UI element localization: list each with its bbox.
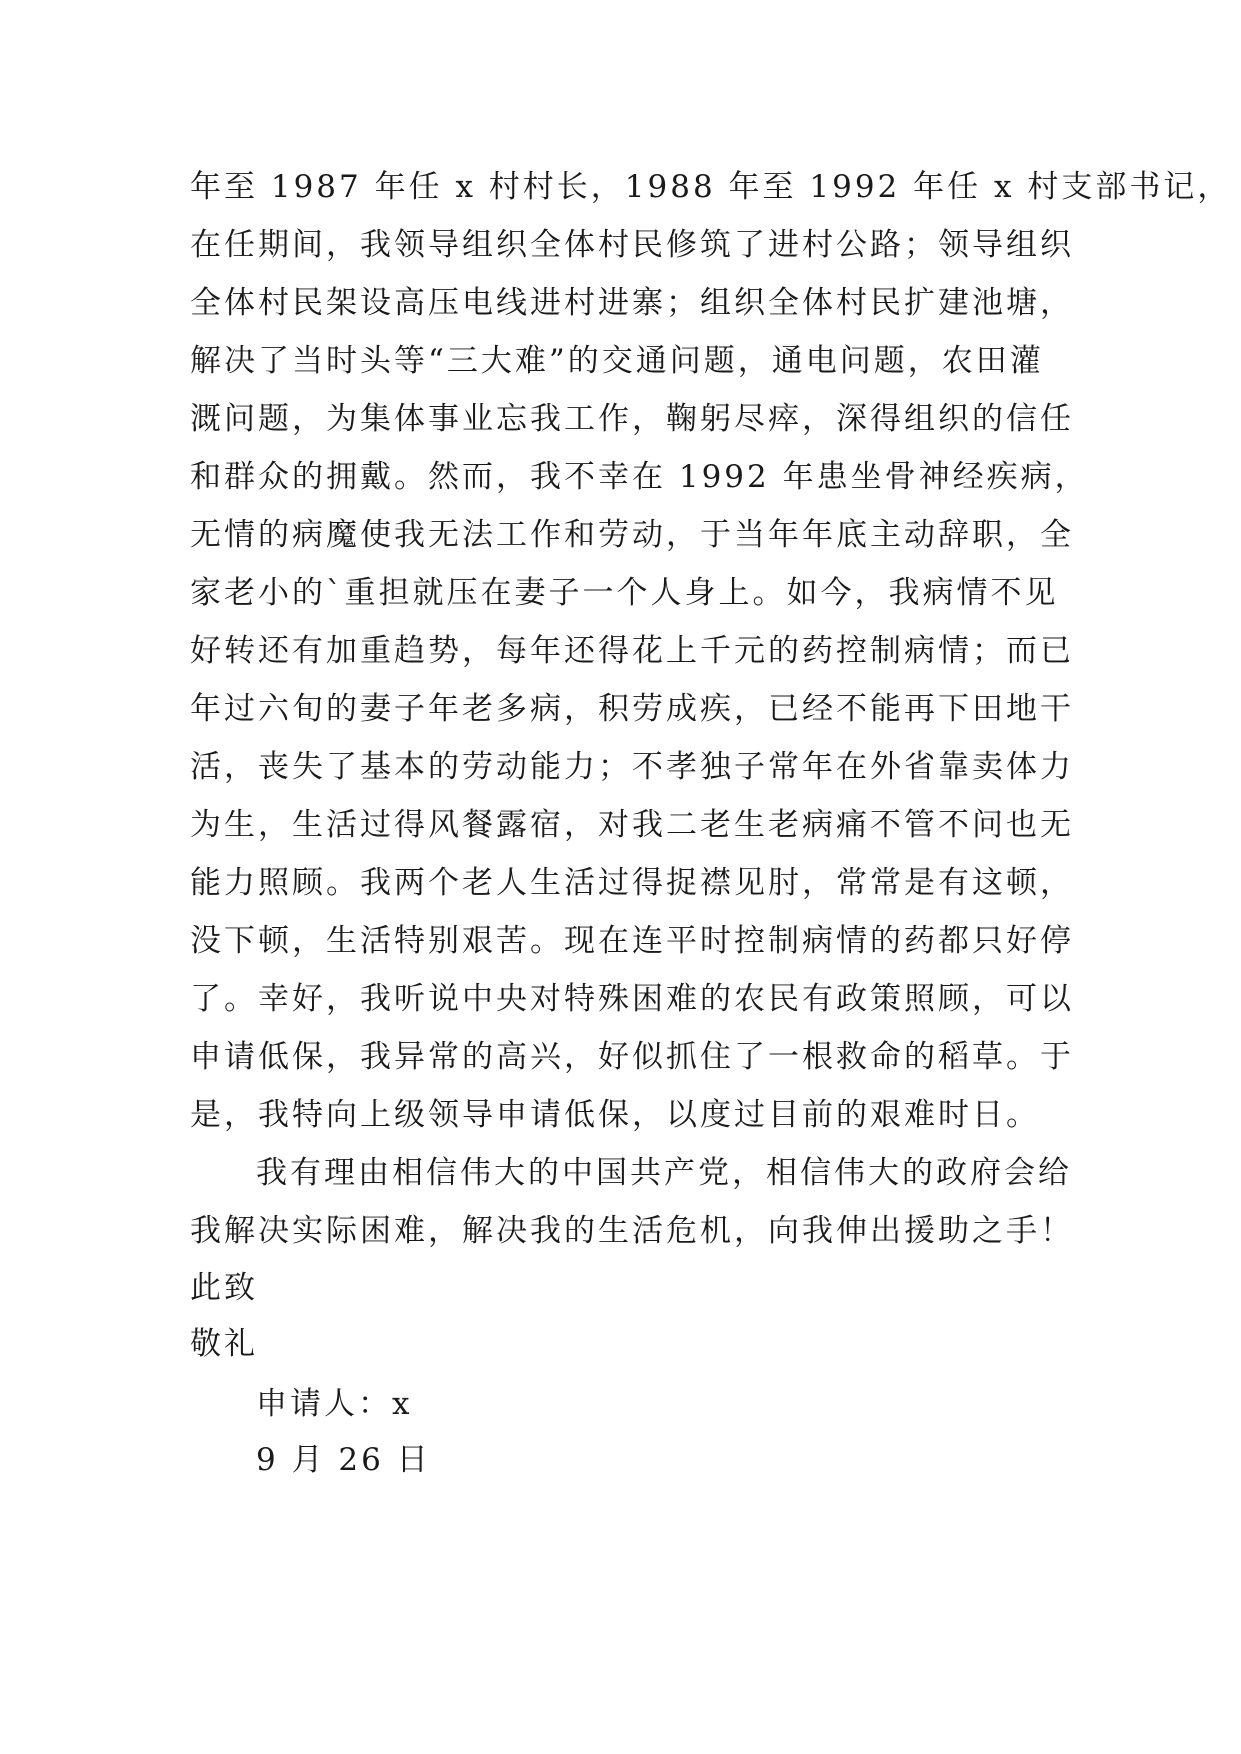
body-line: 全体村民架设高压电线进村进寨；组织全体村民扩建池塘， [190, 285, 1074, 321]
body-line: 申请低保，我异常的高兴，好似抓住了一根救命的稻草。于 [190, 1039, 1074, 1075]
body-line: 没下顿，生活特别艰苦。现在连平时控制病情的药都只好停 [190, 923, 1074, 959]
body-line: 溉问题，为集体事业忘我工作，鞠躬尽瘁，深得组织的信任 [190, 401, 1074, 437]
body-line: 能力照顾。我两个老人生活过得捉襟见肘，常常是有这顿， [190, 865, 1074, 901]
body-line: 在任期间，我领导组织全体村民修筑了进村公路；领导组织 [190, 227, 1074, 263]
body-line: 家老小的`重担就压在妻子一个人身上。如今，我病情不见 [190, 575, 1059, 611]
letter-date: 9 月 26 日 [256, 1442, 431, 1478]
body-line: 是，我特向上级领导申请低保，以度过目前的艰难时日。 [190, 1097, 1040, 1133]
body-line: 解决了当时头等“三大难”的交通问题，通电问题，农田灌 [190, 343, 1044, 379]
body-line: 年过六旬的妻子年老多病，积劳成疾，已经不能再下田地干 [190, 691, 1074, 727]
salutation-line: 敬礼 [190, 1326, 258, 1362]
body-line: 了。幸好，我听说中央对特殊困难的农民有政策照顾，可以 [190, 981, 1074, 1017]
body-line: 为生，生活过得风餐露宿，对我二老生老病痛不管不问也无 [190, 807, 1074, 843]
letter-body [190, 158, 1232, 1488]
body-line: 和群众的拥戴。然而，我不幸在 1992 年患坐骨神经疾病， [190, 459, 1089, 495]
salutation-line: 此致 [190, 1270, 258, 1306]
closing-paragraph-line: 我解决实际困难，解决我的生活危机，向我伸出援助之手！ [190, 1213, 1074, 1249]
closing-paragraph-line: 我有理由相信伟大的中国共产党，相信伟大的政府会给 [256, 1155, 1072, 1191]
body-line: 无情的病魔使我无法工作和劳动，于当年年底主动辞职，全 [190, 517, 1074, 553]
body-line: 年至 1987 年任 x 村村长，1988 年至 1992 年任 x 村支部书记， [190, 169, 1232, 205]
body-line: 活，丧失了基本的劳动能力；不孝独子常年在外省靠卖体力 [190, 749, 1074, 785]
applicant-signature: 申请人：x [256, 1386, 413, 1422]
body-line: 好转还有加重趋势，每年还得花上千元的药控制病情；而已 [190, 633, 1074, 669]
